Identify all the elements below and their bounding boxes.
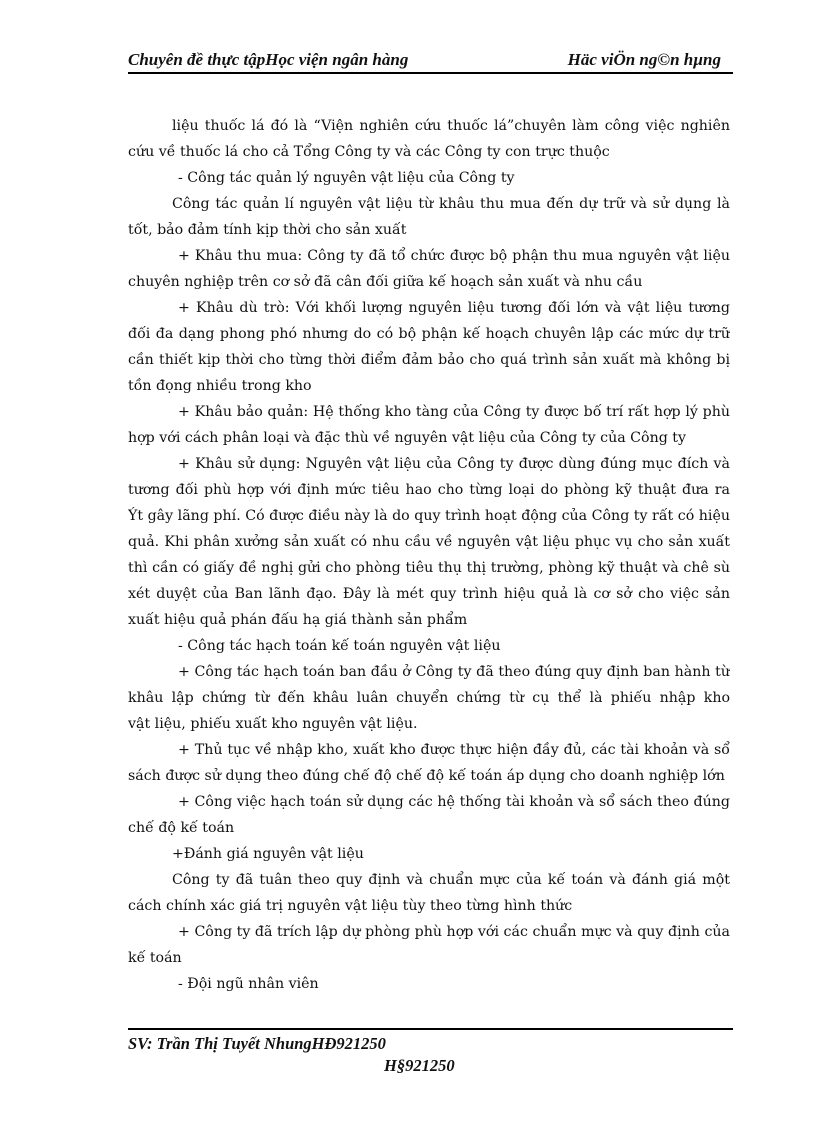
text-line: + Công việc hạch toán sử dụng các hệ thống tài khoản và sổ sách theo đúng (178, 794, 730, 810)
text-line: quả. Khi phân xưởng sản xuất có nhu cầu về nguyên vật liệu phục vụ cho sản xuất (128, 534, 730, 550)
text-line: kế toán (128, 950, 182, 966)
text-line: chuyên nghiệp trên cơ sở đã cân đối giữa kế hoạch sản xuất và nhu cầu (128, 274, 643, 290)
text-line: Ýt gây lãng phí. Có được điều này là do quy trình hoạt động của Công ty rất có hiệu (128, 508, 730, 524)
text-line: +Đánh giá nguyên vật liệu (172, 846, 364, 862)
text-line: chế độ kế toán (128, 820, 235, 836)
text-line: cứu về thuốc lá cho cả Tổng Công ty và các Công ty con trực thuộc (128, 144, 610, 160)
text-line: Công ty đã tuân theo quy định và chuẩn mực của kế toán và đánh giá một (172, 872, 730, 888)
text-line: thì cần có giấy đề nghị gửi cho phòng tiêu thụ thị trường, phòng kỹ thuật và chê sù (128, 560, 730, 576)
text-line: + Thủ tục về nhập kho, xuất kho được thực hiện đầy đủ, các tài khoản và sổ (178, 742, 730, 758)
text-line: + Khâu sử dụng: Nguyên vật liệu của Công ty được dùng đúng mục đích và (178, 456, 730, 472)
text-line: Công tác quản lí nguyên vật liệu từ khâu thu mua đến dự trữ và sử dụng là (172, 196, 730, 212)
text-line: cần thiết kịp thời cho từng thời điểm đảm bảo cho quá trình sản xuất mà không bị (128, 352, 730, 368)
page-header (128, 48, 733, 74)
text-line: cách chính xác giá trị nguyên vật liệu tùy theo từng hình thức (128, 898, 573, 914)
text-line: vật liệu, phiếu xuất kho nguyên vật liệu. (128, 716, 418, 732)
text-line: - Công tác quản lý nguyên vật liệu của Công ty (178, 170, 515, 186)
footer-student: SV: Trần Thị Tuyết NhungHĐ921250 (128, 1034, 386, 1053)
text-line: + Công ty đã trích lập dự phòng phù hợp với các chuẩn mực và quy định của (178, 924, 730, 940)
text-line: tồn đọng nhiều trong kho (128, 378, 312, 394)
text-line: - Đội ngũ nhân viên (178, 976, 319, 992)
header-institution: Häc viÖn ng©n hµng (567, 50, 721, 69)
footer-divider (128, 1028, 733, 1030)
text-line: liệu thuốc lá đó là “Viện nghiên cứu thuốc lá”chuyên làm công việc nghiên (172, 118, 730, 134)
document-body (128, 113, 730, 997)
footer-code: H§921250 (384, 1056, 455, 1075)
text-line: tương đối phù hợp với định mức tiêu hao cho từng loại do phòng kỹ thuật đưa ra (128, 482, 730, 498)
text-line: + Khâu dù trò: Với khối lượng nguyên liệu tương đối lớn và vật liệu tương (178, 300, 730, 316)
text-line: hợp với cách phân loại và đặc thù về nguyên vật liệu của Công ty của Công ty (128, 430, 687, 446)
text-line: xuất hiệu quả phán đấu hạ giá thành sản phẩm (128, 612, 468, 628)
text-line: + Công tác hạch toán ban đầu ở Công ty đã theo đúng quy định ban hành từ (178, 664, 730, 680)
text-line: tốt, bảo đảm tính kịp thời cho sản xuất (128, 222, 407, 238)
text-line: xét duyệt của Ban lãnh đạo. Đây là mét quy trình hiệu quả là cơ sở cho việc sản (128, 586, 730, 602)
text-line: khâu lập chứng từ đến khâu luân chuyển chứng từ cụ thể là phiếu nhập kho (128, 690, 730, 706)
text-line: + Khâu bảo quản: Hệ thống kho tàng của Công ty được bố trí rất hợp lý phù (178, 404, 730, 420)
text-line: + Khâu thu mua: Công ty đã tổ chức được bộ phận thu mua nguyên vật liệu (178, 248, 730, 264)
text-line: sách được sử dụng theo đúng chế độ chế độ kế toán áp dụng cho doanh nghiệp lớn (128, 768, 725, 784)
header-title: Chuyên đề thực tậpHọc viện ngân hàng (128, 50, 409, 69)
text-line: đối đa dạng phong phó nhưng do có bộ phận kế hoạch chuyên lập các mức dự trữ (128, 326, 730, 342)
text-line: - Công tác hạch toán kế toán nguyên vật liệu (178, 638, 501, 654)
